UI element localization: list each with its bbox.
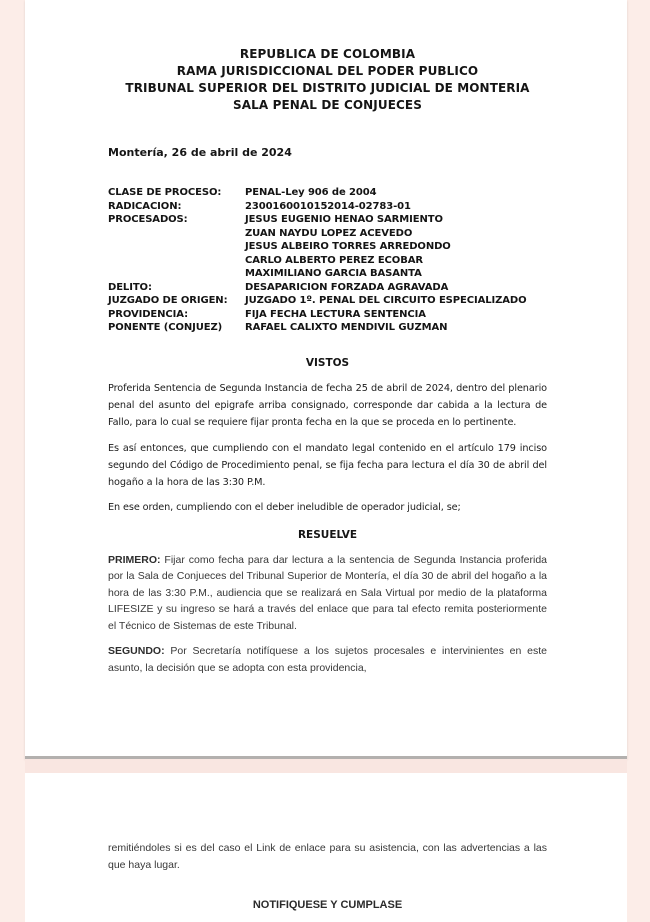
document-page-2: [25, 773, 627, 922]
case-row-providencia: [108, 308, 547, 322]
header-line-republic: REPUBLICA DE COLOMBIA: [239, 47, 416, 61]
page-2-content: [25, 773, 627, 913]
case-row-ponente: [108, 321, 547, 335]
document-header: [108, 46, 547, 114]
resolution-primero-text: Fijar como fecha para dar lectura a la sentencia de Segunda Instancia proferida por la Sala de Conjueces del Tribunal Superior de Montería, el día 30 de abril del hogaño a la hora de las 3:30 P.M., audiencia que se realizará en Sala Virtual por medio de la plataforma LIFESIZE y su ingreso se hará a través del enlace que para tal efecto remita posteriormente el Técnico de Sistemas de este Tribunal.: [108, 553, 548, 632]
vistos-paragraph-2: Es así entonces, que cumpliendo con el mandato legal contenido en el artículo 179 inciso segundo del Código de Procedimiento penal, se fija fecha para lectura el día 30 de abril del hogaño a la hora de las 3:30 P.M.: [108, 442, 547, 488]
document-page-1: [25, 0, 627, 759]
resolution-primero-label: PRIMERO:: [108, 553, 161, 566]
case-value: JESUS EUGENIO HENAO SARMIENTO: [245, 214, 443, 225]
case-label: JUZGADO DE ORIGEN:: [108, 295, 228, 306]
resuelve-heading: RESUELVE: [297, 528, 358, 541]
case-value: JESUS ALBEIRO TORRES ARREDONDO: [245, 241, 451, 252]
header-line-sala: SALA PENAL DE CONJUECES: [233, 98, 422, 112]
resolution-segundo-label: SEGUNDO:: [108, 645, 165, 657]
case-label: PROVIDENCIA:: [108, 308, 189, 320]
case-value: ZUAN NAYDU LOPEZ ACEVEDO: [245, 227, 413, 239]
case-value: RAFAEL CALIXTO MENDIVIL GUZMAN: [245, 322, 448, 333]
case-label: RADICACION:: [108, 200, 182, 212]
case-row-juzgado: [108, 294, 547, 308]
page-break-gap: [25, 759, 627, 773]
date-line: Montería, 26 de abril de 2024: [108, 146, 292, 159]
case-value: CARLO ALBERTO PEREZ ECOBAR: [245, 254, 423, 266]
header-line-branch: RAMA JURISDICCIONAL DEL PODER PUBLICO: [176, 64, 479, 78]
page-1-content: [25, 46, 627, 676]
case-value: FIJA FECHA LECTURA SENTENCIA: [245, 308, 426, 320]
case-label: PONENTE (CONJUEZ): [108, 322, 223, 333]
case-value: 2300160010152014-02783-01: [245, 200, 411, 212]
resolution-primero: [108, 552, 547, 635]
resolution-segundo: [108, 643, 547, 676]
case-row-delito: [108, 281, 547, 295]
case-info-table: [108, 186, 547, 335]
vistos-paragraph-1: Proferida Sentencia de Segunda Instancia de fecha 25 de abril de 2024, dentro del plenario penal del asunto del epigrafe arriba consignado, corresponde dar cabida a la lectura de Fallo, para lo cual se requiere fijar pronta fecha en la que se proceda en lo pertinente.: [108, 382, 547, 428]
continuation-paragraph: remitiéndoles si es del caso el Link de enlace para su asistencia, con las advertencias a las que haya lugar.: [108, 842, 547, 871]
header-line-tribunal: TRIBUNAL SUPERIOR DEL DISTRITO JUDICIAL DE MONTERIA: [125, 81, 530, 95]
case-value: JUZGADO 1º. PENAL DEL CIRCUITO ESPECIALIZADO: [245, 295, 527, 306]
case-value: PENAL-Ley 906 de 2004: [245, 187, 377, 198]
case-row-procesados: [108, 213, 547, 281]
case-row-radicacion: [108, 200, 547, 214]
case-value: DESAPARICION FORZADA AGRAVADA: [245, 281, 449, 293]
case-label: CLASE DE PROCESO:: [108, 187, 222, 198]
case-value: MAXIMILIANO GARCIA BASANTA: [245, 268, 422, 279]
vistos-paragraph-3: En ese orden, cumpliendo con el deber ineludible de operador judicial, se;: [108, 501, 461, 513]
case-label: PROCESADOS:: [108, 214, 188, 225]
case-label: DELITO:: [108, 281, 152, 293]
resolution-segundo-text: Por Secretaría notifíquese a los sujetos procesales e intervinientes en este asunto, la decisión que se adopta con esta providencia,: [108, 645, 547, 674]
case-row-clase: [108, 186, 547, 200]
vistos-heading: VISTOS: [305, 356, 350, 369]
closing-heading: NOTIFIQUESE Y CUMPLASE: [252, 899, 403, 911]
